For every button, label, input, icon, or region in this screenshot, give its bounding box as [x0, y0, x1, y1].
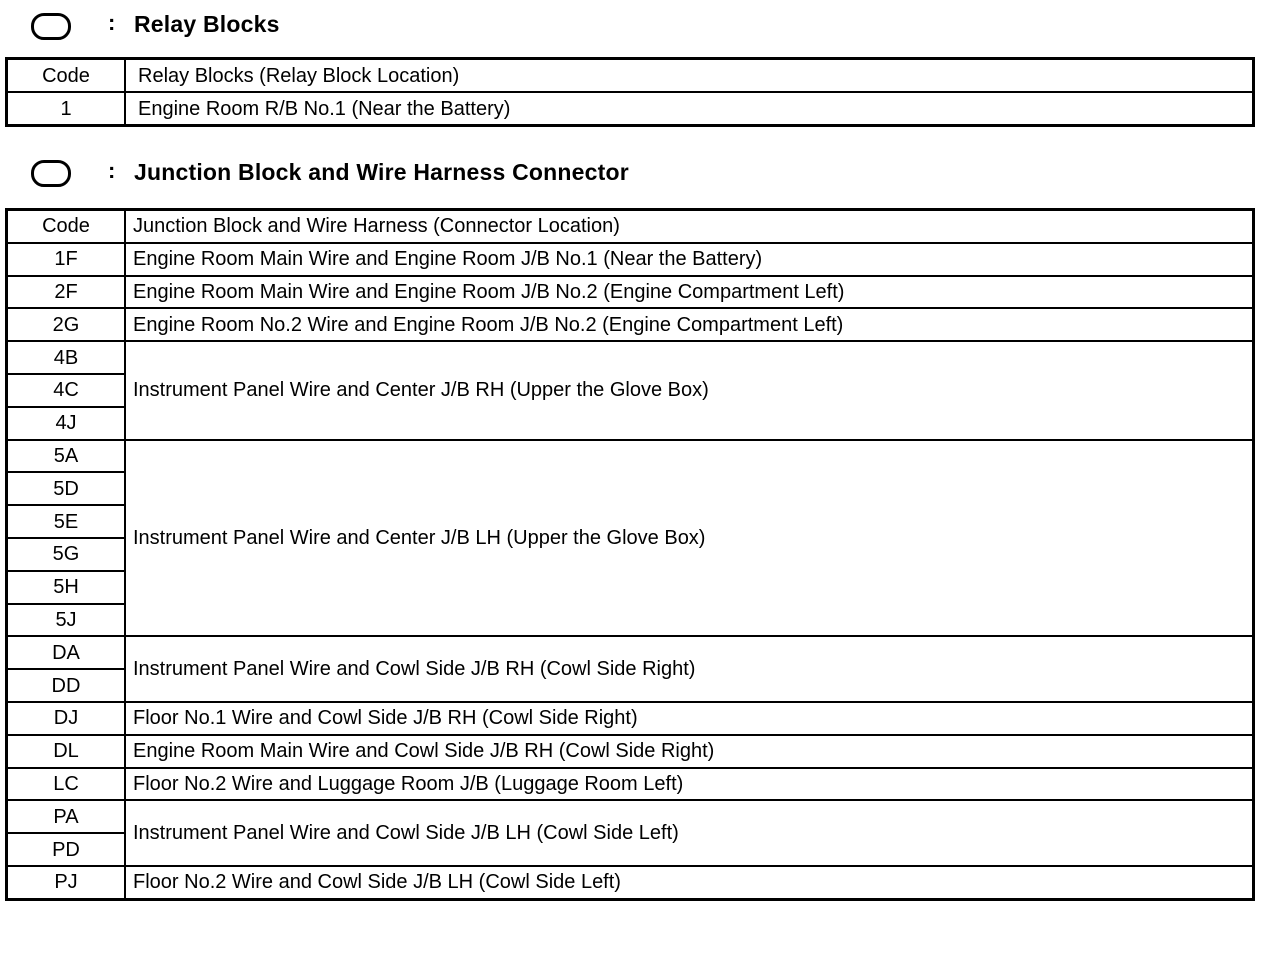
relay-blocks-title: Relay Blocks [134, 11, 280, 37]
table-row [7, 702, 1254, 735]
connector-code-cell: 5D [7, 472, 126, 505]
connector-location-cell: Floor No.2 Wire and Luggage Room J/B (Luggage Room Left) [125, 768, 1254, 801]
table-row [7, 768, 1254, 801]
connector-code-cell: 5G [7, 538, 126, 571]
relay-blocks-heading [0, 6, 900, 46]
connector-location-cell: Instrument Panel Wire and Center J/B LH (Upper the Glove Box) [125, 440, 1254, 637]
connector-code-cell: 4J [7, 407, 126, 440]
connector-location-cell: Instrument Panel Wire and Center J/B RH (Upper the Glove Box) [125, 341, 1254, 439]
table-header-row [7, 210, 1254, 243]
connector-location-cell: Engine Room Main Wire and Engine Room J/B No.2 (Engine Compartment Left) [125, 276, 1254, 309]
connector-location-cell: Instrument Panel Wire and Cowl Side J/B RH (Cowl Side Right) [125, 636, 1254, 702]
relay-location-cell: Engine Room R/B No.1 (Near the Battery) [125, 92, 1254, 126]
connector-location-column-header: Junction Block and Wire Harness (Connector Location) [125, 210, 1254, 243]
connector-code-cell: PA [7, 800, 126, 833]
table-row [7, 276, 1254, 309]
table-row [7, 341, 1254, 374]
table-row [7, 636, 1254, 669]
connector-code-cell: 5J [7, 604, 126, 637]
connector-location-cell: Engine Room Main Wire and Cowl Side J/B RH (Cowl Side Right) [125, 735, 1254, 768]
junction-block-table-body [7, 210, 1254, 900]
table-row [7, 243, 1254, 276]
connector-location-cell: Floor No.1 Wire and Cowl Side J/B RH (Cowl Side Right) [125, 702, 1254, 735]
table-row [7, 866, 1254, 899]
connector-code-cell: 5H [7, 571, 126, 604]
table-header-row [7, 59, 1254, 93]
connector-code-cell: 2G [7, 308, 126, 341]
connector-code-cell: DA [7, 636, 126, 669]
heading-colon: : [108, 158, 116, 183]
connector-code-cell: 1F [7, 243, 126, 276]
table-row [7, 92, 1254, 126]
connector-code-cell: DJ [7, 702, 126, 735]
connector-code-cell: PJ [7, 866, 126, 899]
junction-block-symbol-icon [31, 160, 71, 187]
table-row [7, 308, 1254, 341]
connector-code-cell: 5E [7, 505, 126, 538]
connector-location-cell: Engine Room Main Wire and Engine Room J/B No.1 (Near the Battery) [125, 243, 1254, 276]
connector-code-cell: DD [7, 669, 126, 702]
junction-block-title: Junction Block and Wire Harness Connector [134, 159, 629, 185]
connector-location-cell: Instrument Panel Wire and Cowl Side J/B LH (Cowl Side Left) [125, 800, 1254, 866]
relay-blocks-table-body [7, 59, 1254, 126]
connector-location-cell: Engine Room No.2 Wire and Engine Room J/B No.2 (Engine Compartment Left) [125, 308, 1254, 341]
table-row [7, 800, 1254, 833]
connector-location-cell: Floor No.2 Wire and Cowl Side J/B LH (Cowl Side Left) [125, 866, 1254, 899]
connector-code-cell: DL [7, 735, 126, 768]
junction-block-table [5, 208, 1255, 901]
code-column-header: Code [7, 59, 126, 93]
table-row [7, 735, 1254, 768]
heading-colon: : [108, 10, 116, 35]
table-row [7, 440, 1254, 473]
connector-code-cell: 4B [7, 341, 126, 374]
connector-code-cell: PD [7, 833, 126, 866]
connector-code-cell: LC [7, 768, 126, 801]
connector-code-cell: 5A [7, 440, 126, 473]
relay-code-cell: 1 [7, 92, 126, 126]
relay-block-symbol-icon [31, 13, 71, 40]
junction-block-heading [0, 154, 900, 194]
connector-code-cell: 2F [7, 276, 126, 309]
connector-code-cell: 4C [7, 374, 126, 407]
code-column-header: Code [7, 210, 126, 243]
relay-blocks-table [5, 57, 1255, 127]
relay-location-column-header: Relay Blocks (Relay Block Location) [125, 59, 1254, 93]
